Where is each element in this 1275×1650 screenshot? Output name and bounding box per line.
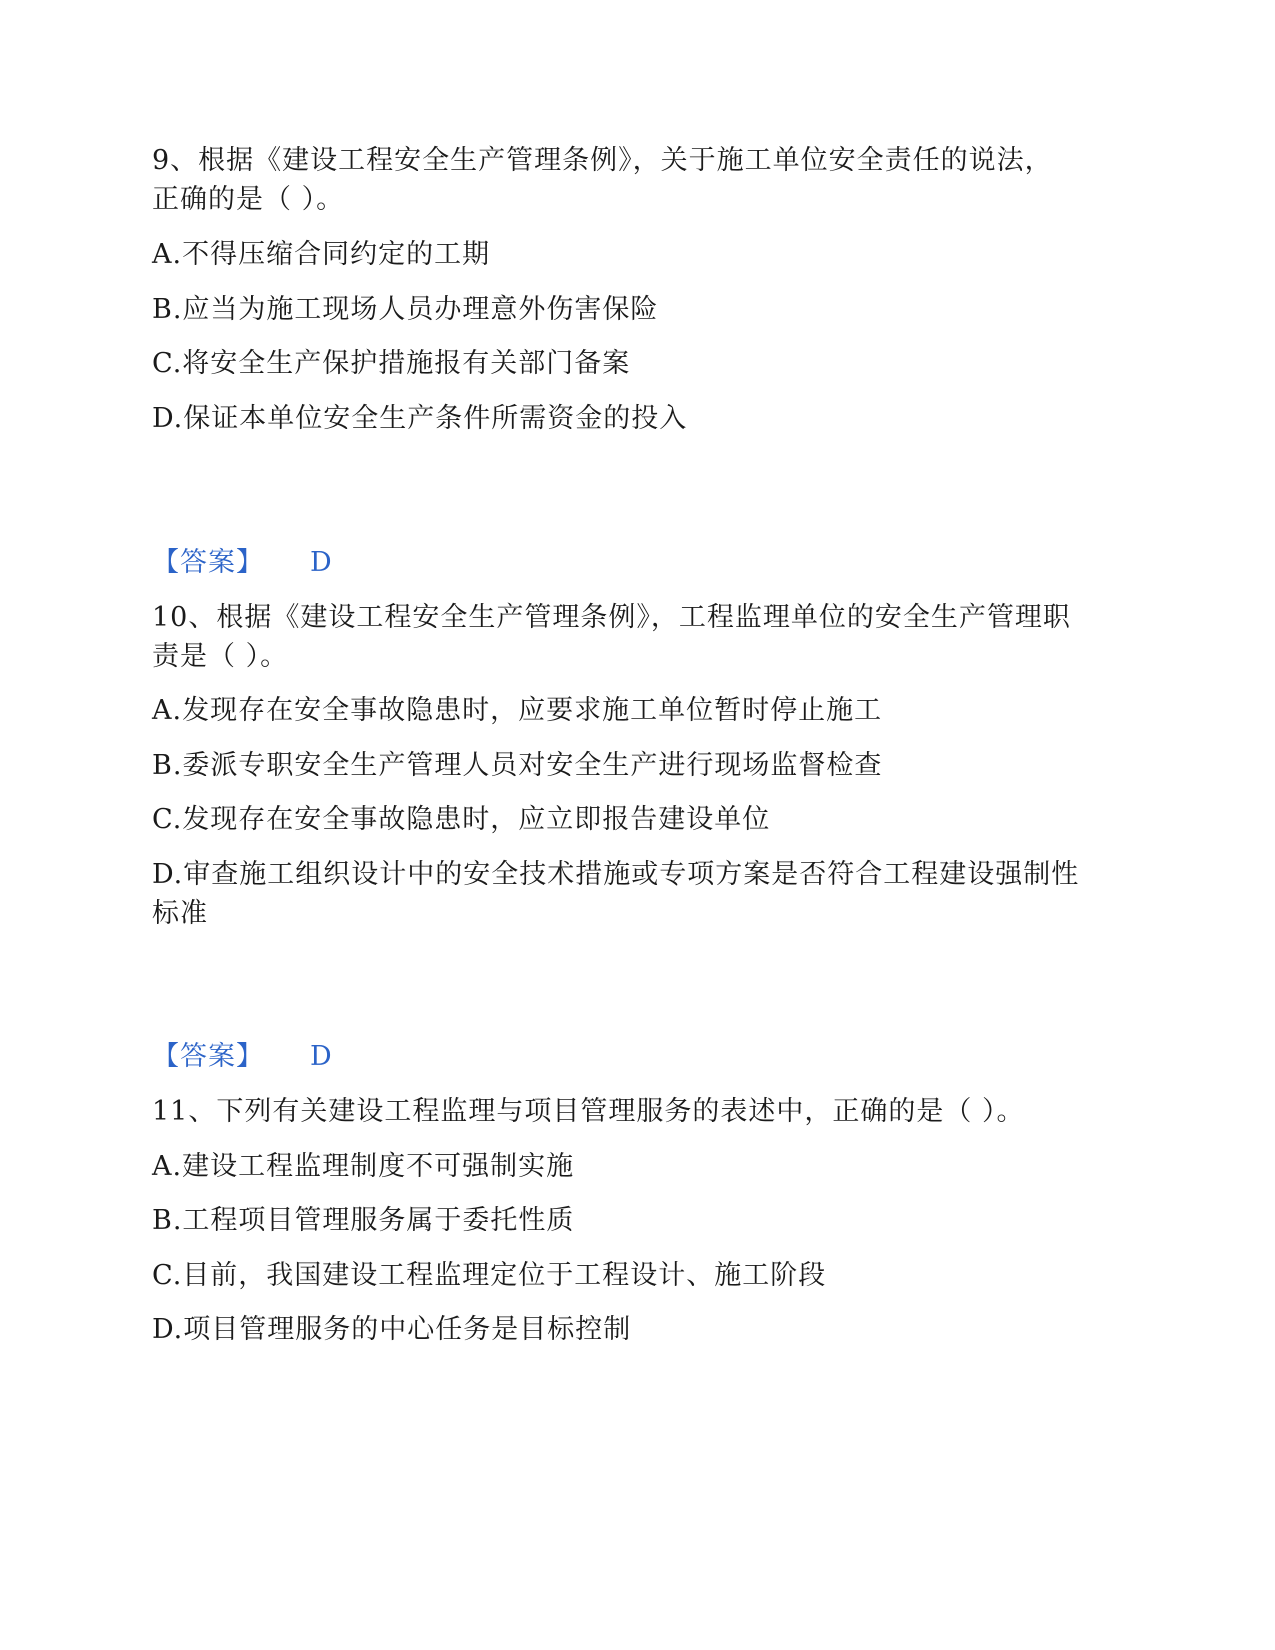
- question-9-option-d: D.保证本单位安全生产条件所需资金的投入: [152, 403, 688, 434]
- question-10-option-c: C.发现存在安全事故隐患时，应立即报告建设单位: [152, 804, 771, 835]
- answer-value: D: [310, 1041, 332, 1072]
- question-11-option-b: B.工程项目管理服务属于委托性质: [152, 1205, 575, 1236]
- question-11-stem-line-1: 11、下列有关建设工程监理与项目管理服务的表述中，正确的是（ ）。: [152, 1096, 1025, 1127]
- question-9-option-b: B.应当为施工现场人员办理意外伤害保险: [152, 294, 659, 325]
- question-9-answer: [152, 543, 332, 583]
- question-10-stem-line-1: 10、根据《建设工程安全生产管理条例》，工程监理单位的安全生产管理职: [152, 602, 1071, 633]
- answer-label: 【答案】: [152, 547, 264, 578]
- answer-label: 【答案】: [152, 1041, 264, 1072]
- question-10-answer: [152, 1037, 332, 1077]
- question-10-option-d-continuation: 标准: [152, 898, 208, 929]
- question-11-option-d: D.项目管理服务的中心任务是目标控制: [152, 1314, 632, 1345]
- question-10-option-a: A.发现存在安全事故隐患时，应要求施工单位暂时停止施工: [152, 695, 883, 726]
- question-9-stem-line-2: 正确的是（ ）。: [152, 184, 345, 215]
- question-10-option-b: B.委派专职安全生产管理人员对安全生产进行现场监督检查: [152, 750, 883, 781]
- question-11-option-a: A.建设工程监理制度不可强制实施: [152, 1151, 575, 1182]
- question-11-option-c: C.目前，我国建设工程监理定位于工程设计、施工阶段: [152, 1260, 827, 1291]
- question-9-option-a: A.不得压缩合同约定的工期: [152, 239, 491, 270]
- answer-value: D: [310, 547, 332, 578]
- question-10-stem-line-2: 责是（ ）。: [152, 641, 289, 672]
- question-9-option-c: C.将安全生产保护措施报有关部门备案: [152, 348, 631, 379]
- question-9-stem-line-1: 9、根据《建设工程安全生产管理条例》，关于施工单位安全责任的说法，: [152, 145, 1053, 176]
- question-10-option-d: D.审查施工组织设计中的安全技术措施或专项方案是否符合工程建设强制性: [152, 859, 1080, 890]
